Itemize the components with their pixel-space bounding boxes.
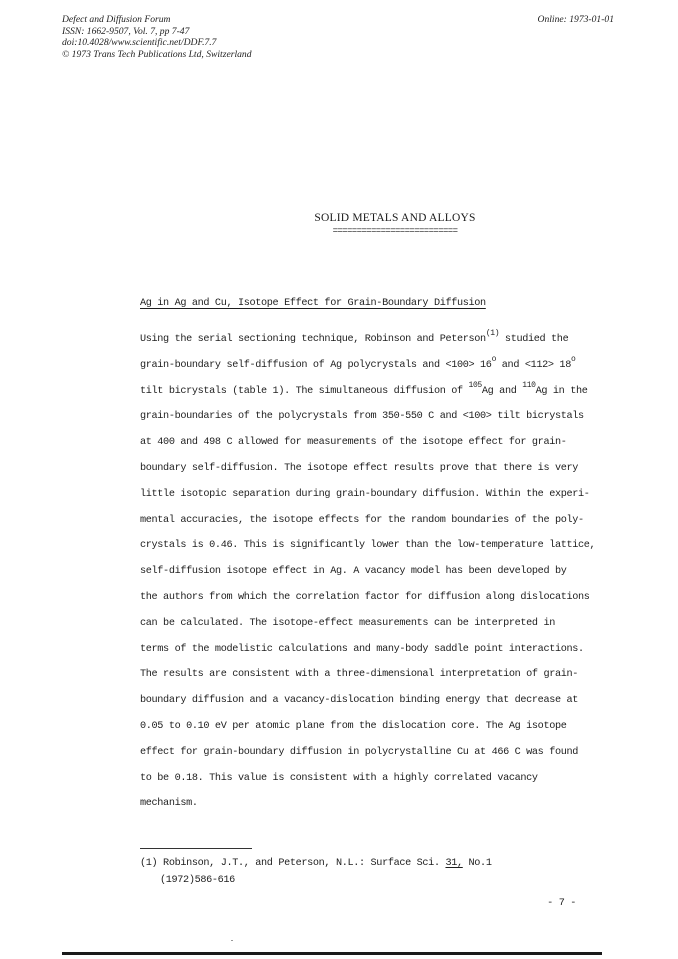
doi-link[interactable]: doi:10.4028/www.scientific.net/DDF.7.7: [62, 37, 217, 49]
degree-superscript: o: [491, 354, 497, 364]
footnote-line: (1) Robinson, J.T., and Peterson, N.L.: Surface Sci. 31, No.1: [140, 858, 492, 869]
section-title: SOLID METALS AND ALLOYS: [314, 212, 476, 224]
body-line: tilt bicrystals (table 1). The simultaneous diffusion of $^{105}$Ag and $^{110}$Ag in the: [140, 380, 588, 397]
body-line: 0.05 to 0.10 eV per atomic plane from the dislocation core. The Ag isotope: [140, 720, 567, 732]
article-body: [140, 329, 596, 823]
page-bottom-bar: [62, 952, 602, 955]
body-line: self-diffusion isotope effect in Ag. A vacancy model has been developed by: [140, 566, 567, 578]
journal-header: [62, 14, 252, 60]
body-line: at 400 and 498 C allowed for measurements of the isotope effect for grain-: [140, 437, 567, 449]
body-line: the authors from which the correlation factor for diffusion along dislocations: [140, 591, 590, 603]
body-line: mechanism.: [140, 798, 198, 810]
body-line: grain-boundary self-diffusion of Ag polycrystals and $<100> 16^o$ and $<112> 18^o$: [140, 354, 576, 371]
isotope-mass-superscript: 105: [468, 380, 482, 390]
footnote-line: (1972)586-616: [160, 875, 235, 886]
degree-superscript: o: [570, 354, 576, 364]
volume-number: 31,: [445, 858, 463, 869]
article-title: Ag in Ag and Cu, Isotope Effect for Grain-Boundary Diffusion: [140, 298, 486, 309]
footnote-divider: [140, 848, 252, 849]
body-line: little isotopic separation during grain-boundary diffusion. Within the experi-: [140, 488, 590, 500]
reference-marker: (1): [485, 329, 500, 338]
body-line: crystals is 0.46. This is significantly lower than the low-temperature lattice,: [140, 540, 596, 552]
body-line: boundary diffusion and a vacancy-dislocation binding energy that decrease at: [140, 695, 579, 707]
body-line: grain-boundaries of the polycrystals from 350-550 C and <100> tilt bicrystals: [140, 411, 584, 423]
page-number: - 7 -: [547, 898, 576, 909]
body-line: boundary self-diffusion. The isotope effect results prove that there is very: [140, 462, 579, 474]
online-date: Online: 1973-01-01: [537, 14, 614, 25]
footnote: [140, 857, 492, 891]
body-line: mental accuracies, the isotope effects for the random boundaries of the poly-: [140, 514, 584, 526]
body-line: terms of the modelistic calculations and many-body saddle point interactions.: [140, 643, 584, 655]
body-line: effect for grain-boundary diffusion in polycrystalline Cu at 466 C was found: [140, 746, 579, 758]
body-line: can be calculated. The isotope-effect measurements can be interpreted in: [140, 617, 555, 629]
copyright-line: © 1973 Trans Tech Publications Ltd, Switzerland: [62, 48, 252, 60]
isotope-mass-superscript: 110: [522, 380, 536, 390]
body-line: to be 0.18. This value is consistent with a highly correlated vacancy: [140, 772, 538, 784]
issn-line: ISSN: 1662-9507, Vol. 7, pp 7-47: [62, 25, 190, 37]
journal-name: Defect and Diffusion Forum: [62, 14, 171, 25]
scan-speck: [231, 940, 233, 941]
body-line: The results are consistent with a three-dimensional interpretation of grain-: [140, 669, 579, 681]
section-double-rule: ==========================: [332, 226, 458, 236]
body-line: Using the serial sectioning technique, Robinson and Peterson$^{(1)}$ studied the: [140, 329, 569, 345]
